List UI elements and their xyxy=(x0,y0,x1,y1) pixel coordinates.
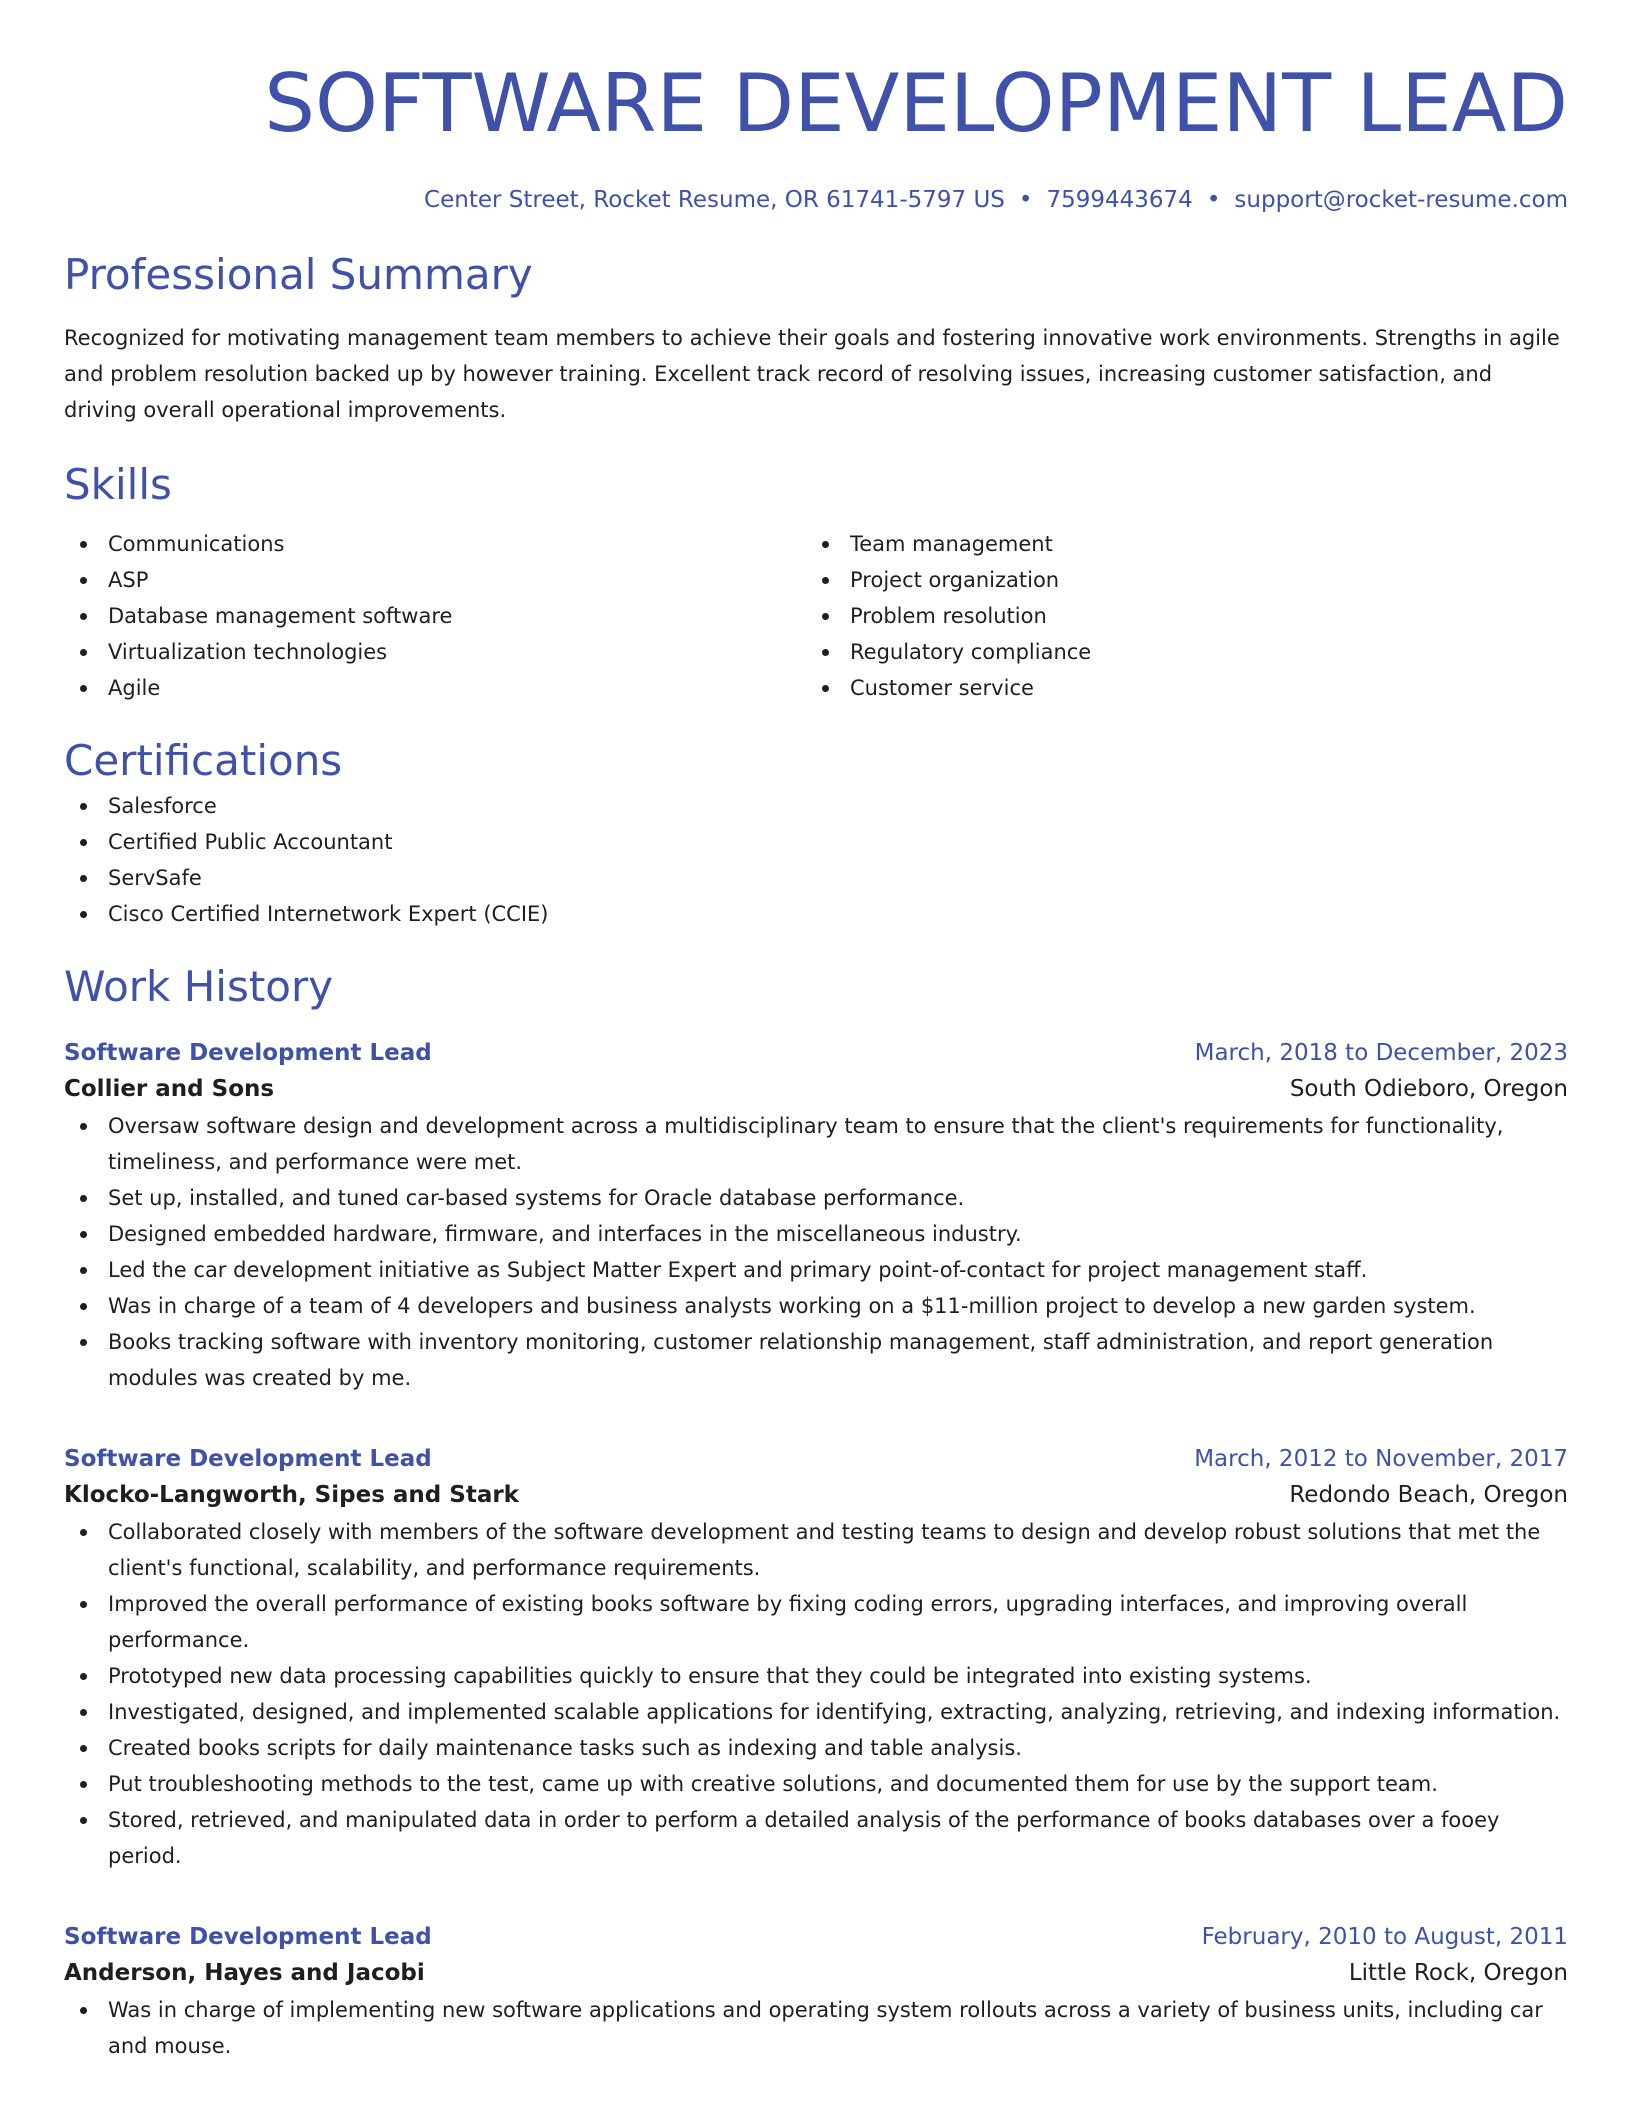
contact-separator: • xyxy=(1206,187,1221,213)
job-bullet: Books tracking software with inventory monitoring, customer relationship management, staff administration, and report generation modules was created by me. xyxy=(64,1324,1568,1396)
resume-title: SOFTWARE DEVELOPMENT LEAD xyxy=(264,57,1568,150)
job-bullet: Designed embedded hardware, firmware, and interfaces in the miscellaneous industry. xyxy=(64,1216,1568,1252)
skill-item: Virtualization technologies xyxy=(64,634,806,670)
job-title: Software Development Lead xyxy=(64,1924,432,1950)
skill-item: Team management xyxy=(806,526,1548,562)
job-header-row xyxy=(64,1442,1568,1476)
job-bullets xyxy=(64,1992,1568,2064)
skills-column-right xyxy=(806,526,1548,706)
job-subheader-row xyxy=(64,1476,1568,1514)
job-title: Software Development Lead xyxy=(64,1446,432,1472)
resume-page xyxy=(64,0,1568,2064)
job-bullet: Created books scripts for daily maintenance tasks such as indexing and table analysis. xyxy=(64,1730,1568,1766)
contact-separator: • xyxy=(1018,187,1033,213)
skills-section xyxy=(64,458,1568,706)
job-location: Redondo Beach, Oregon xyxy=(1289,1482,1568,1508)
skills-column-left xyxy=(64,526,806,706)
contact-email: support@rocket-resume.com xyxy=(1234,187,1568,213)
skill-item: Database management software xyxy=(64,598,806,634)
job-header-row xyxy=(64,1920,1568,1954)
job-dates: March, 2018 to December, 2023 xyxy=(1194,1040,1568,1066)
job-subheader-row xyxy=(64,1070,1568,1108)
job-company: Klocko-Langworth, Sipes and Stark xyxy=(64,1482,519,1508)
job-dates: February, 2010 to August, 2011 xyxy=(1201,1924,1568,1950)
job-entry xyxy=(64,1920,1568,2064)
work-history-section xyxy=(64,960,1568,2064)
certification-item: Salesforce xyxy=(64,788,1568,824)
job-company: Anderson, Hayes and Jacobi xyxy=(64,1960,425,1986)
certification-item: Cisco Certified Internetwork Expert (CCIE) xyxy=(64,896,1568,932)
job-bullets xyxy=(64,1514,1568,1874)
skills-heading: Skills xyxy=(64,460,172,509)
skill-item: Problem resolution xyxy=(806,598,1548,634)
summary-text: Recognized for motivating management team members to achieve their goals and fostering innovative work environments. Strengths in agile and problem resolution backed up by however training. Excellent track record of resolving issues, increasing customer satisfaction, and driving overall operational improvements. xyxy=(64,326,1560,422)
job-bullet: Led the car development initiative as Subject Matter Expert and primary point-of-contact for project management staff. xyxy=(64,1252,1568,1288)
job-bullet: Investigated, designed, and implemented scalable applications for identifying, extracting, analyzing, retrieving, and indexing information. xyxy=(64,1694,1568,1730)
job-bullet: Collaborated closely with members of the software development and testing teams to design and develop robust solutions that met the client's functional, scalability, and performance requirements. xyxy=(64,1514,1568,1586)
certification-item: Certified Public Accountant xyxy=(64,824,1568,860)
skills-list-right xyxy=(806,526,1548,706)
job-bullets xyxy=(64,1108,1568,1396)
job-location: South Odieboro, Oregon xyxy=(1289,1076,1568,1102)
certifications-list xyxy=(64,788,1568,932)
contact-address: Center Street, Rocket Resume, OR 61741-5797 US xyxy=(424,187,1005,213)
skills-grid xyxy=(64,526,1568,706)
contact-phone: 7599443674 xyxy=(1046,187,1193,213)
job-bullet: Put troubleshooting methods to the test, came up with creative solutions, and documented them for use by the support team. xyxy=(64,1766,1568,1802)
skill-item: Project organization xyxy=(806,562,1548,598)
skill-item: Customer service xyxy=(806,670,1548,706)
job-title: Software Development Lead xyxy=(64,1040,432,1066)
certification-item: ServSafe xyxy=(64,860,1568,896)
job-subheader-row xyxy=(64,1954,1568,1992)
skills-list-left xyxy=(64,526,806,706)
skill-item: Communications xyxy=(64,526,806,562)
job-bullet: Stored, retrieved, and manipulated data in order to perform a detailed analysis of the performance of books databases over a fooey period. xyxy=(64,1802,1568,1874)
certifications-section xyxy=(64,734,1568,932)
work-history-heading: Work History xyxy=(64,962,334,1011)
job-bullet: Was in charge of implementing new software applications and operating system rollouts across a variety of business units, including car and mouse. xyxy=(64,1992,1568,2064)
job-entry xyxy=(64,1036,1568,1396)
job-location: Little Rock, Oregon xyxy=(1348,1960,1568,1986)
skill-item: Agile xyxy=(64,670,806,706)
job-entry xyxy=(64,1442,1568,1874)
job-bullet: Improved the overall performance of existing books software by fixing coding errors, upgrading interfaces, and improving overall performance. xyxy=(64,1586,1568,1658)
contact-line xyxy=(64,184,1568,216)
job-dates: March, 2012 to November, 2017 xyxy=(1194,1446,1568,1472)
job-bullet: Oversaw software design and development across a multidisciplinary team to ensure that the client's requirements for functionality, timeliness, and performance were met. xyxy=(64,1108,1568,1180)
job-bullet: Was in charge of a team of 4 developers and business analysts working on a $11-million project to develop a new garden system. xyxy=(64,1288,1568,1324)
summary-section xyxy=(64,248,1568,428)
job-header-row xyxy=(64,1036,1568,1070)
skill-item: Regulatory compliance xyxy=(806,634,1548,670)
job-bullet: Set up, installed, and tuned car-based systems for Oracle database performance. xyxy=(64,1180,1568,1216)
job-bullet: Prototyped new data processing capabilities quickly to ensure that they could be integrated into existing systems. xyxy=(64,1658,1568,1694)
skill-item: ASP xyxy=(64,562,806,598)
summary-heading: Professional Summary xyxy=(64,250,533,299)
certifications-heading: Certifications xyxy=(64,736,343,785)
job-company: Collier and Sons xyxy=(64,1076,275,1102)
